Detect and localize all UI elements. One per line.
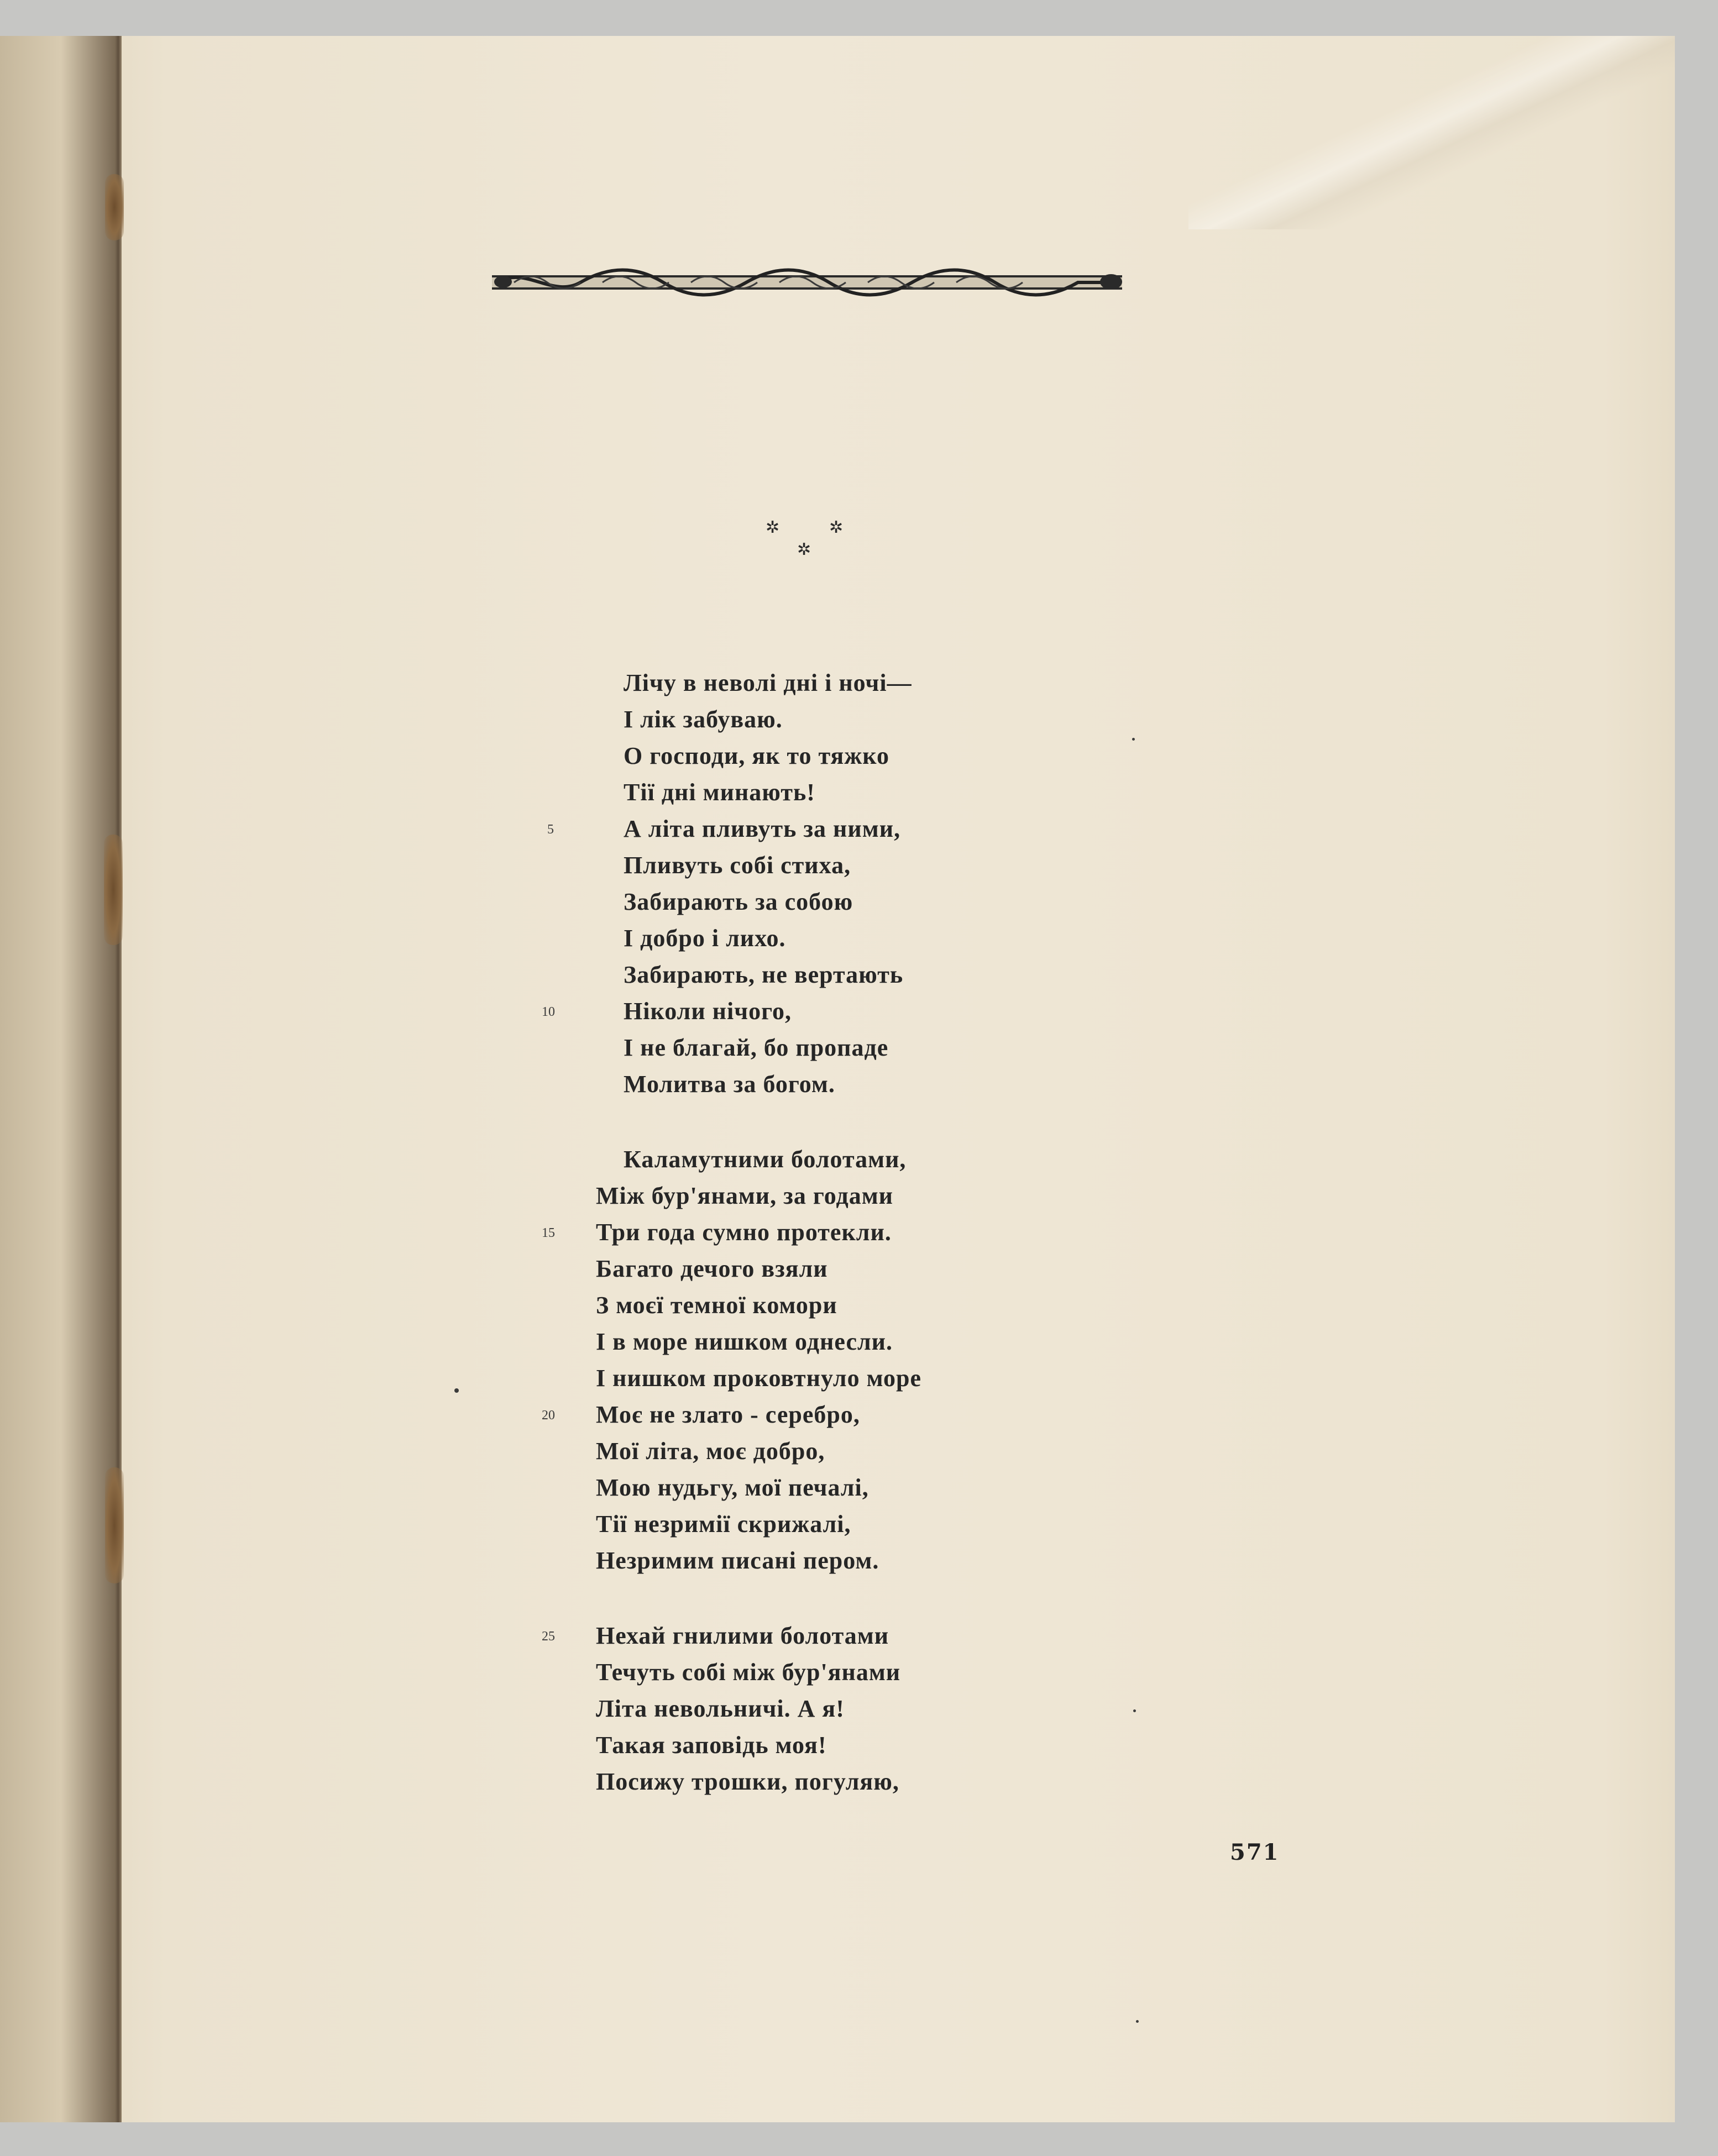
- poem-line: Між бур'янами, за годами: [596, 1182, 894, 1209]
- poem-line: І нишком проковтнуло море: [596, 1365, 921, 1392]
- page-number: 571: [1230, 1839, 1280, 1865]
- asterism-star-bottom: ✲: [797, 540, 811, 559]
- line-number: 5: [547, 822, 554, 837]
- poem-line: Тії дні минають!: [624, 779, 815, 806]
- poem-line: Пливуть собі стиха,: [624, 852, 851, 879]
- asterism-star-right: ✲: [829, 518, 844, 537]
- poem-line: А літа пливуть за ними,: [624, 815, 901, 842]
- poem-line: Такая заповідь моя!: [596, 1732, 827, 1759]
- poem-line: Забирають за собою: [624, 888, 853, 915]
- poem-line: З моєї темної комори: [596, 1292, 837, 1319]
- poem-line: Ніколи нічого,: [624, 998, 792, 1025]
- poem-line: Каламутними болотами,: [624, 1146, 907, 1173]
- binding-thread-mark: [104, 835, 123, 945]
- line-number: 10: [542, 1005, 555, 1019]
- poem-line: О господи, як то тяжко: [624, 742, 890, 769]
- ink-speck: [454, 1388, 459, 1393]
- line-number: 25: [542, 1629, 555, 1644]
- binding-thread-mark: [105, 174, 124, 240]
- ink-speck: [1132, 738, 1135, 741]
- poem-line: І лік забуваю.: [624, 706, 783, 733]
- poem-line: Три года сумно протекли.: [596, 1219, 892, 1246]
- poem-line: Нехай гнилими болотами: [596, 1622, 889, 1649]
- poem-line: Мої літа, моє добро,: [596, 1438, 825, 1465]
- poem-line: Багато дечого взяли: [596, 1255, 828, 1282]
- poem-line: Молитва за богом.: [624, 1071, 835, 1098]
- binding-thread-mark: [105, 1467, 124, 1583]
- asterism-star-left: ✲: [766, 518, 780, 537]
- poem-line: Посижу трошки, погуляю,: [596, 1768, 899, 1795]
- line-number: 15: [542, 1226, 555, 1240]
- poem-line: Лічу в неволі дні і ночі—: [624, 669, 912, 696]
- line-number: 20: [542, 1408, 555, 1423]
- poem-line: Моє не злато - серебро,: [596, 1401, 860, 1428]
- poem-line: Літа невольничі. А я!: [596, 1695, 845, 1722]
- ink-speck: [1133, 1709, 1136, 1712]
- poem-line: І в море нишком однесли.: [596, 1328, 893, 1355]
- poem-line: Забирають, не вертають: [624, 961, 904, 988]
- paper-fold-crease: [1188, 36, 1675, 229]
- ink-speck: [1136, 2020, 1139, 2023]
- poem-line: Мою нудьгу, мої печалі,: [596, 1474, 869, 1501]
- poem-line: Тії незримії скрижалі,: [596, 1510, 851, 1538]
- ornamental-header-band: [492, 260, 1122, 298]
- poem-line: Течуть собі між бур'янами: [596, 1659, 901, 1686]
- book-gutter: [0, 36, 122, 2122]
- book-page: [0, 36, 1675, 2122]
- poem-line: Незримим писані пером.: [596, 1547, 879, 1574]
- poem-line: І не благай, бо пропаде: [624, 1034, 889, 1061]
- poem-line: І добро і лихо.: [624, 925, 786, 952]
- asterism-divider: [752, 517, 857, 561]
